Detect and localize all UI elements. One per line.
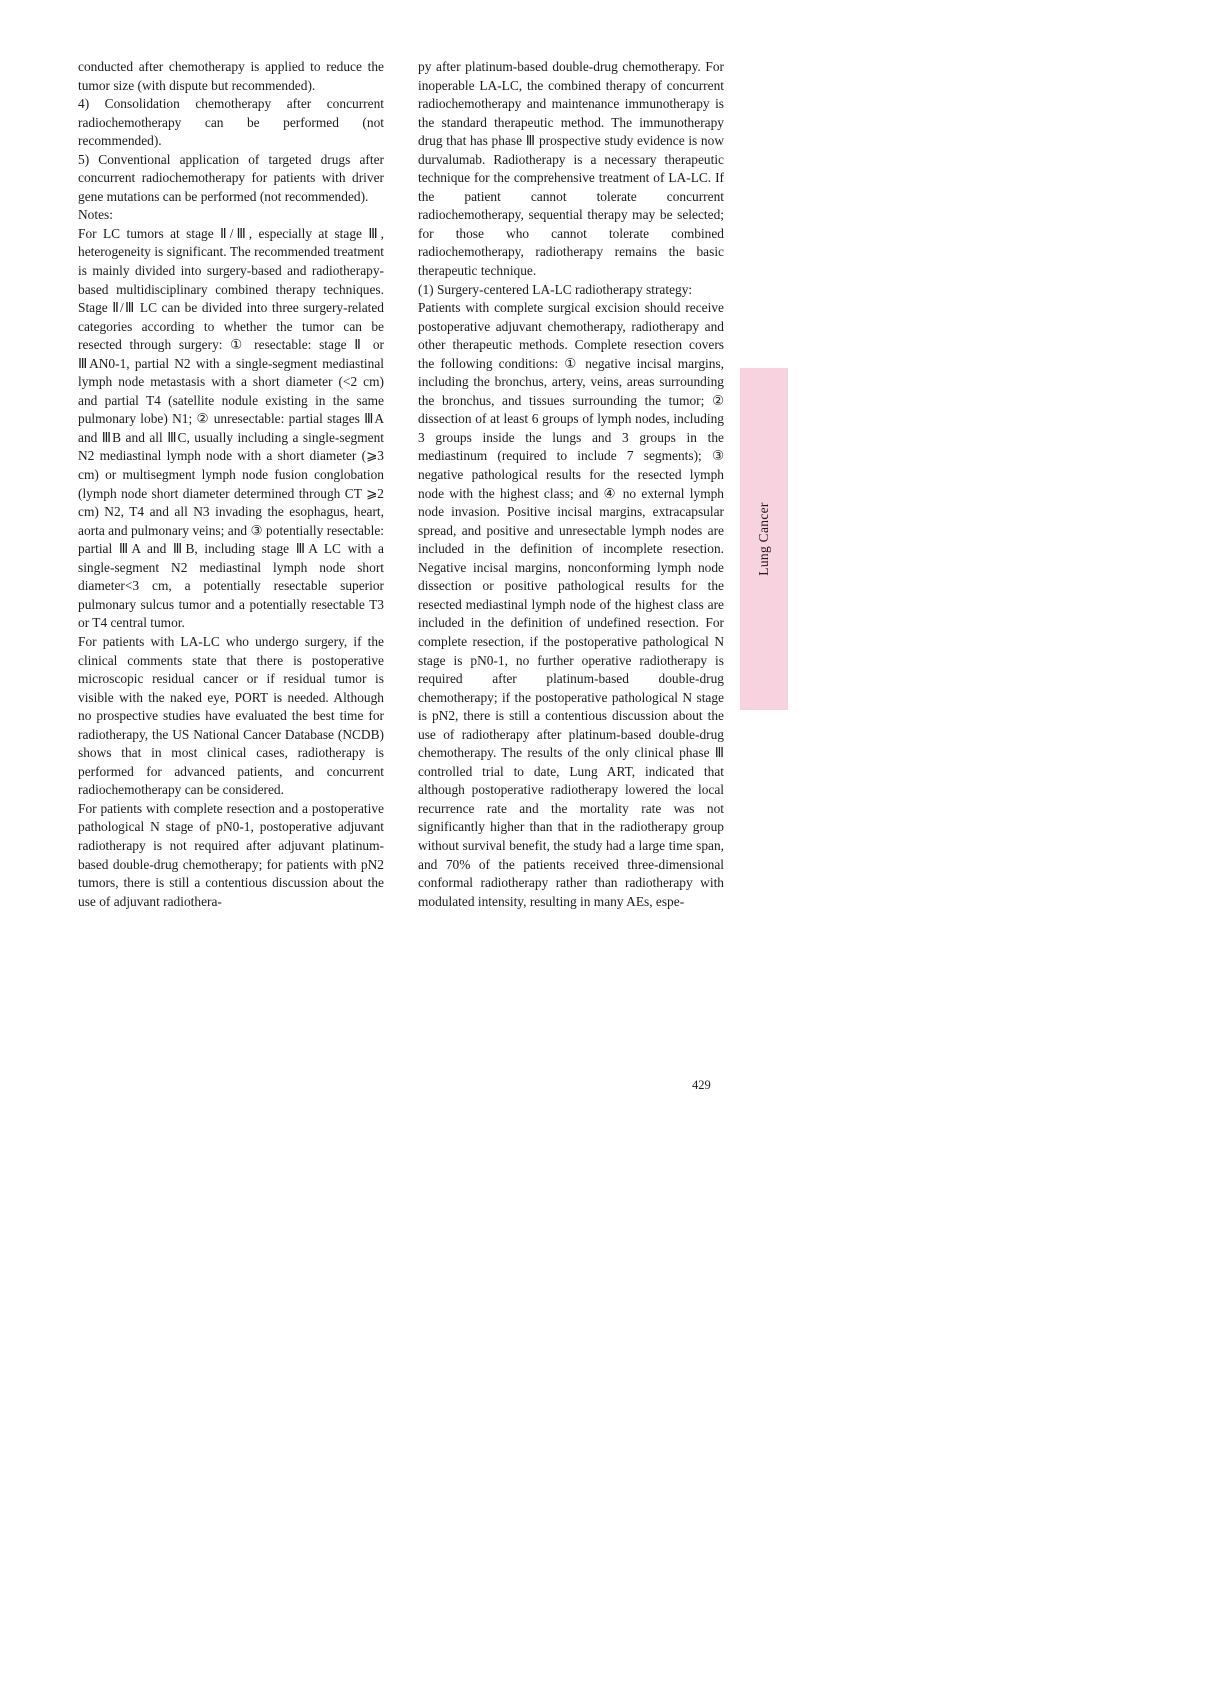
section-side-tab [740,368,788,710]
side-tab-label: Lung Cancer [756,502,771,576]
paragraph: Patients with complete surgical excision should receive postoperative adjuvant chemotherapy, radiotherapy and other therapeutic methods. Complete resection covers the following conditions: ① negative incisal margins, including the bronchus, artery, veins, areas surrounding the bronchus, and tissues surrounding the tumor; ② dissection of at least 6 groups of lymph nodes, including 3 groups inside the lungs and 3 groups in the mediastinum (required to include 7 segments); ③ negative pathological results for the resected lymph node with the highest class; and ④ no external lymph node invasion. Positive incisal margins, extracapsular spread, and positive and unresectable lymph nodes are included in the definition of incomplete resection. Negative incisal margins, nonconforming lymph node dissection or positive pathological results for the resected mediastinal lymph node of the highest class are included in the definition of undefined resection. For complete resection, if the postoperative pathological N stage is pN0-1, no further operative radiotherapy is required after platinum-based double-drug chemotherapy; if the postoperative pathological N stage is pN2, there is still a contentious discussion about the use of radiotherapy after platinum-based double-drug chemotherapy. The results of the only clinical phase Ⅲ controlled trial to date, Lung ART, indicated that although postoperative radiotherapy lowered the local recurrence rate and the mortality rate was not significantly higher than that in the radiotherapy group without survival benefit, the study had a large time span, and 70% of the patients received three-dimensional conformal radiotherapy rather than radiotherapy with modulated intensity, resulting in many AEs, espe- [418,300,724,909]
paragraph: 4) Consolidation chemotherapy after concurrent radiochemotherapy can be performed (not recommended). [78,96,384,149]
paragraph: For LC tumors at stage Ⅱ/Ⅲ, especially at stage Ⅲ, heterogeneity is significant. The recommended treatment is mainly divided into surgery-based and radiotherapy-based multidisciplinary combined therapy techniques. Stage Ⅱ/Ⅲ LC can be divided into three surgery-related categories according to whether the tumor can be resected through surgery: ① resectable: stage Ⅱ or ⅢAN0-1, partial N2 with a single-segment mediastinal lymph node metastasis with a short diameter (<2 cm) and partial T4 (satellite nodule existing in the same pulmonary lobe) N1; ② unresectable: partial stages ⅢA and ⅢB and all ⅢC, usually including a single-segment N2 mediastinal lymph node with a short diameter (⩾3 cm) or multisegment lymph node fusion conglobation (lymph node short diameter determined through CT ⩾2 cm) N2, T4 and all N3 invading the esophagus, heart, aorta and pulmonary veins; and ③ potentially resectable: partial ⅢA and ⅢB, including stage ⅢA LC with a single-segment N2 mediastinal lymph node short diameter<3 cm, a potentially resectable superior pulmonary sulcus tumor and a potentially resectable T3 or T4 central tumor. [78,225,384,631]
left-column [78,58,384,911]
paragraph: Notes: [78,207,113,223]
paragraph: For patients with LA-LC who undergo surgery, if the clinical comments state that there is postoperative microscopic residual cancer or if residual tumor is visible with the naked eye, PORT is needed. Although no prospective studies have evaluated the best time for radiotherapy, the US National Cancer Database (NCDB) shows that in most clinical cases, radiotherapy is performed for advanced patients, and concurrent radiochemotherapy can be considered. [78,633,384,798]
paragraph: (1) Surgery-centered LA-LC radiotherapy strategy: [418,281,693,297]
paragraph: py after platinum-based double-drug chemotherapy. For inoperable LA-LC, the combined therapy of concurrent radiochemotherapy and maintenance immunotherapy is the standard therapeutic method. The immunotherapy drug that has phase Ⅲ prospective study evidence is now durvalumab. Radiotherapy is a necessary therapeutic technique for the comprehensive treatment of LA-LC. If the patient cannot tolerate concurrent radiochemotherapy, sequential therapy may be selected; for those who cannot tolerate combined radiochemotherapy, radiotherapy remains the basic therapeutic technique. [418,59,724,279]
right-column [418,58,724,911]
paragraph: For patients with complete resection and a postoperative pathological N stage of pN0-1, postoperative adjuvant radiotherapy is not required after adjuvant platinum-based double-drug chemotherapy; for patients with pN2 tumors, there is still a contentious discussion about the use of adjuvant radiothera- [78,800,384,909]
page-number: 429 [692,1078,711,1092]
text-columns [78,58,724,911]
paragraph: conducted after chemotherapy is applied to reduce the tumor size (with dispute but recommended). [78,59,384,93]
paragraph: 5) Conventional application of targeted drugs after concurrent radiochemotherapy for patients with driver gene mutations can be performed (not recommended). [78,151,384,204]
